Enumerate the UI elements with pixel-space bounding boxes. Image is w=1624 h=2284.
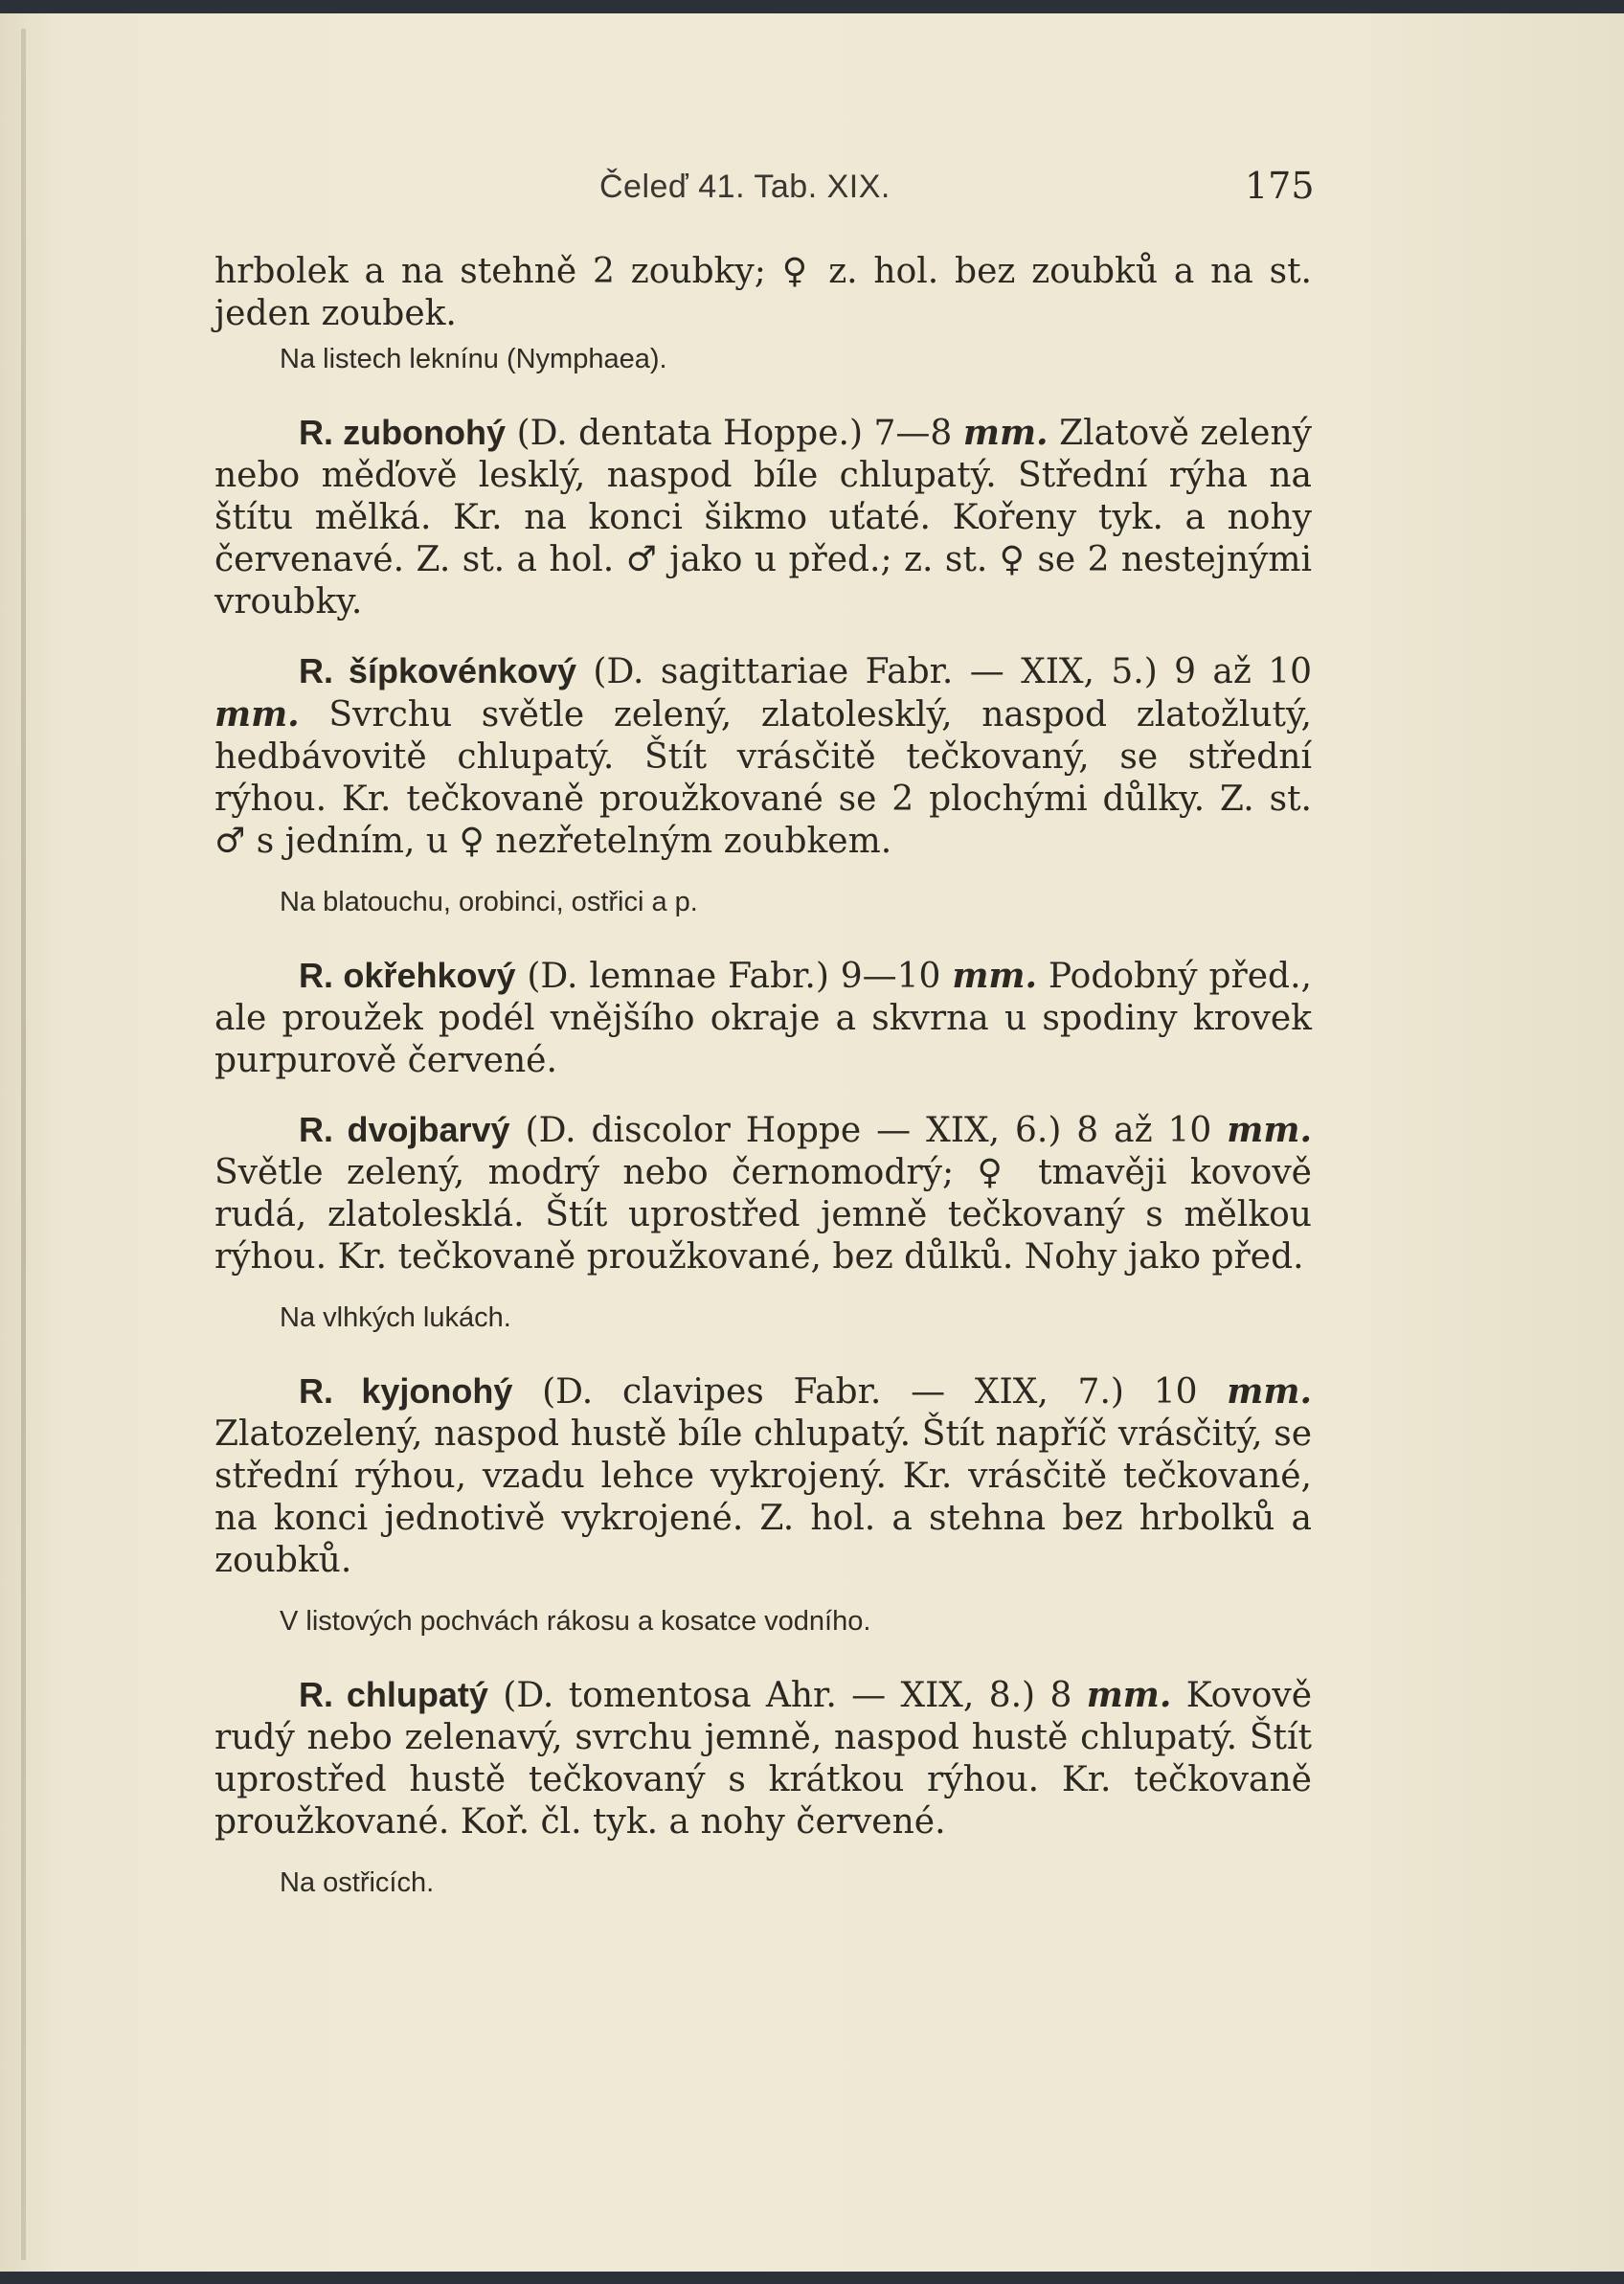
habitat-note: V listových pochvách rákosu a kosatce vodního. bbox=[280, 1606, 871, 1637]
habitat-note: Na blatouchu, orobinci, ostřici a p. bbox=[280, 887, 698, 917]
species-entry: R. zubonohý (D. dentata Hoppe.) 7—8 mm. Zlatově zelený nebo měďově lesklý, naspod bíle chlupatý. Střední rýha na štítu mělká. Kr. na konci šikmo uťaté. Kořeny tyk. a nohy červenavé. Z. st. a hol. ♂ jako u před.; z. st. ♀ se 2 nestejnými vroubky. bbox=[214, 413, 1312, 622]
species-entry: R. kyjonohý (D. clavipes Fabr. — XIX, 7.) 10 mm. Zlatozelený, naspod hustě bíle chlupatý. Štít napříč vrásčitý, se střední rýhou, vzadu lehce vykrojený. Kr. vrásčitě tečkované, na konci jednotivě vykrojené. Z. hol. a stehna bez hrbolků a zoubků. bbox=[214, 1371, 1312, 1580]
page-number: 175 bbox=[1245, 165, 1315, 207]
page-header bbox=[0, 161, 1624, 218]
habitat-note: Na listech leknínu (Nymphaea). bbox=[280, 344, 667, 374]
binding-edge bbox=[21, 29, 26, 2260]
species-entry: R. dvojbarvý (D. discolor Hoppe — XIX, 6.) 8 až 10 mm. Světle zelený, modrý nebo černomodrý; ♀ tmavěji kovově rudá, zlatolesklá. Štít uprostřed jemně tečkovaný s mělkou rýhou. Kr. tečkovaně proužkované, bez důlků. Nohy jako před. bbox=[214, 1110, 1312, 1277]
habitat-note: Na vlhkých lukách. bbox=[280, 1302, 511, 1333]
species-name: R. okřehkový bbox=[299, 956, 516, 995]
species-name: R. dvojbarvý bbox=[299, 1110, 510, 1149]
species-entry: R. šípkovénkový (D. sagittariae Fabr. — XIX, 5.) 9 až 10 mm. Svrchu světle zelený, zlatolesklý, naspod zlatožlutý, hedbávovitě chlupatý. Štít vrásčitě tečkovaný, se střední rýhou. Kr. tečkovaně proužkované se 2 plochými důlky. Z. st. ♂ s jedním, u ♀ nezřetelným zoubkem. bbox=[214, 651, 1312, 861]
scan-bottom-border bbox=[0, 2272, 1624, 2284]
species-entry: R. okřehkový (D. lemnae Fabr.) 9—10 mm. Podobný před., ale proužek podél vnějšího okraje a skvrna u spodiny krovek purpurově červené. bbox=[214, 956, 1312, 1080]
continuation-paragraph: hrbolek a na stehně 2 zoubky; ♀ z. hol. bez zoubků a na st. jeden zoubek. bbox=[214, 252, 1312, 333]
species-name: R. šípkovénkový bbox=[299, 651, 577, 690]
habitat-note: Na ostřicích. bbox=[280, 1867, 435, 1898]
species-entry: R. chlupatý (D. tomentosa Ahr. — XIX, 8.) 8 mm. Kovově rudý nebo zelenavý, svrchu jemně, naspod hustě chlupatý. Štít uprostřed hustě tečkovaný s krátkou rýhou. Kr. tečkovaně proužkované. Koř. čl. tyk. a nohy červené. bbox=[214, 1675, 1313, 1842]
species-name: R. kyjonohý bbox=[299, 1371, 513, 1411]
page-body bbox=[214, 251, 1312, 1935]
species-name: R. zubonohý bbox=[299, 413, 507, 452]
scan-top-border bbox=[0, 0, 1624, 13]
species-name: R. chlupatý bbox=[299, 1675, 488, 1714]
running-head: Čeleď 41. Tab. XIX. bbox=[599, 169, 891, 205]
